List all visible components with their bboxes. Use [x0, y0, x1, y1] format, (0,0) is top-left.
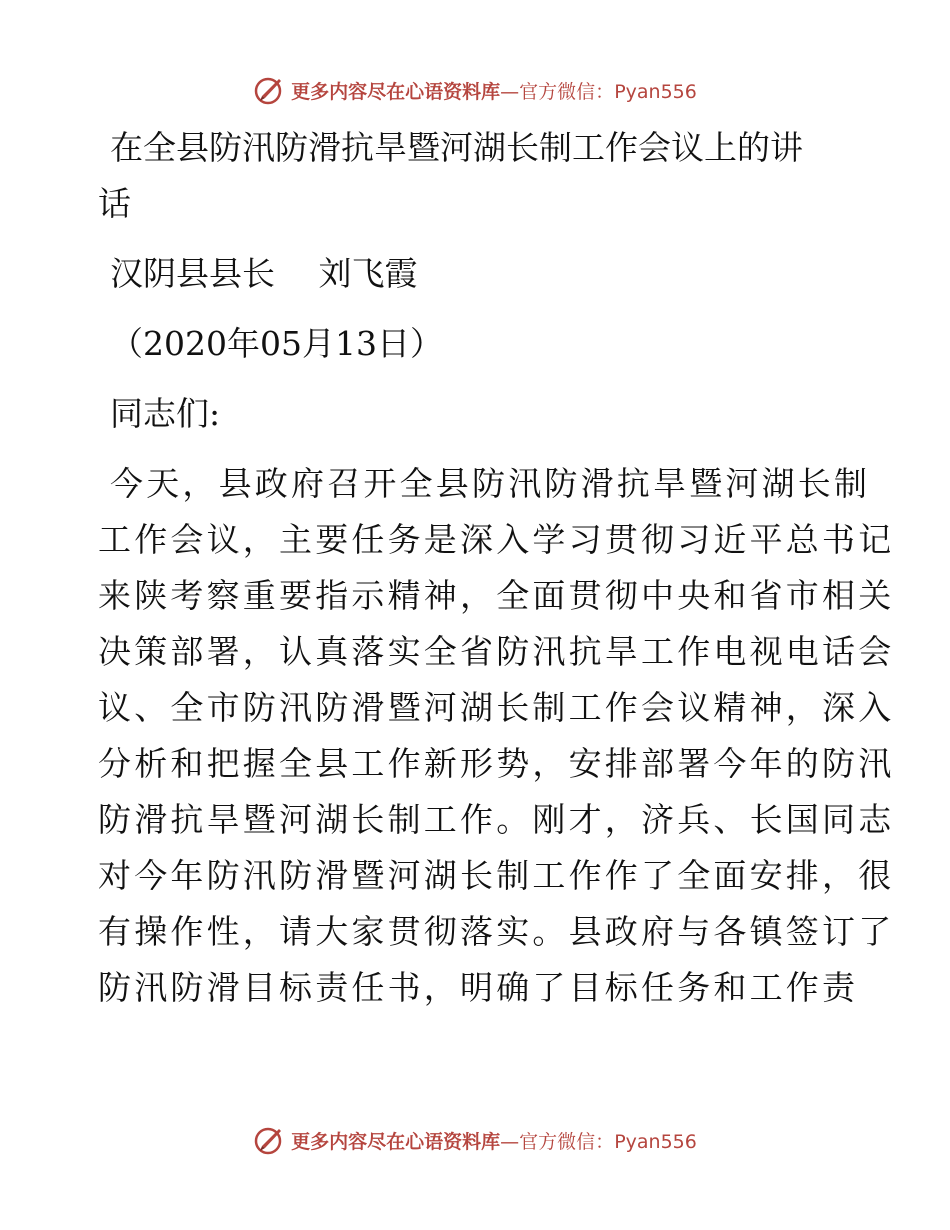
document-date: （2020年05月13日） [110, 324, 443, 363]
document-author: 汉阴县县长 刘飞霞 [110, 254, 418, 293]
paragraph-line: 工作会议，主要任务是深入学习贯彻习近平总书记 [98, 520, 895, 559]
paragraph-line: 分析和把握全县工作新形势，安排部署今年的防汛 [98, 744, 895, 783]
paragraph-line: 防滑抗旱暨河湖长制工作。刚才，济兵、长国同志 [98, 800, 895, 839]
paragraph-line: 决策部署，认真落实全省防汛抗旱工作电视电话会 [98, 632, 895, 671]
paragraph-line: 今天，县政府召开全县防汛防滑抗旱暨河湖长制 [110, 464, 871, 503]
document-salutation: 同志们: [110, 394, 221, 433]
quill-pen-circle-icon [253, 1124, 285, 1156]
watermark-text [291, 77, 697, 104]
paragraph-line: 对今年防汛防滑暨河湖长制工作作了全面安排，很 [98, 856, 895, 895]
watermark-contact-prefix: 官方微信： [519, 80, 615, 103]
document-title-line-1: 在全县防汛防滑抗旱暨河湖长制工作会议上的讲 [110, 128, 803, 167]
footer-watermark [0, 1120, 950, 1160]
paragraph-line: 来陕考察重要指示精神，全面贯彻中央和省市相关 [98, 576, 895, 615]
watermark-contact-prefix: 官方微信： [519, 1130, 615, 1153]
paragraph-line: 防汛防滑目标责任书，明确了目标任务和工作责 [98, 968, 859, 1007]
watermark-brand: 更多内容尽在心语资料库 [291, 80, 501, 103]
watermark-wechat-id: Pyan556 [614, 80, 697, 103]
watermark-brand: 更多内容尽在心语资料库 [291, 1130, 501, 1153]
document-title-line-2: 话 [98, 184, 131, 223]
header-watermark [0, 70, 950, 110]
quill-pen-circle-icon [253, 74, 285, 106]
paragraph-line: 议、全市防汛防滑暨河湖长制工作会议精神，深入 [98, 688, 895, 727]
watermark-wechat-id: Pyan556 [614, 1130, 697, 1153]
watermark-text [291, 1127, 697, 1154]
paragraph-line: 有操作性，请大家贯彻落实。县政府与各镇签订了 [98, 912, 895, 951]
watermark-dash: — [500, 1130, 520, 1153]
document-body [98, 120, 895, 1016]
watermark-dash: — [500, 80, 520, 103]
